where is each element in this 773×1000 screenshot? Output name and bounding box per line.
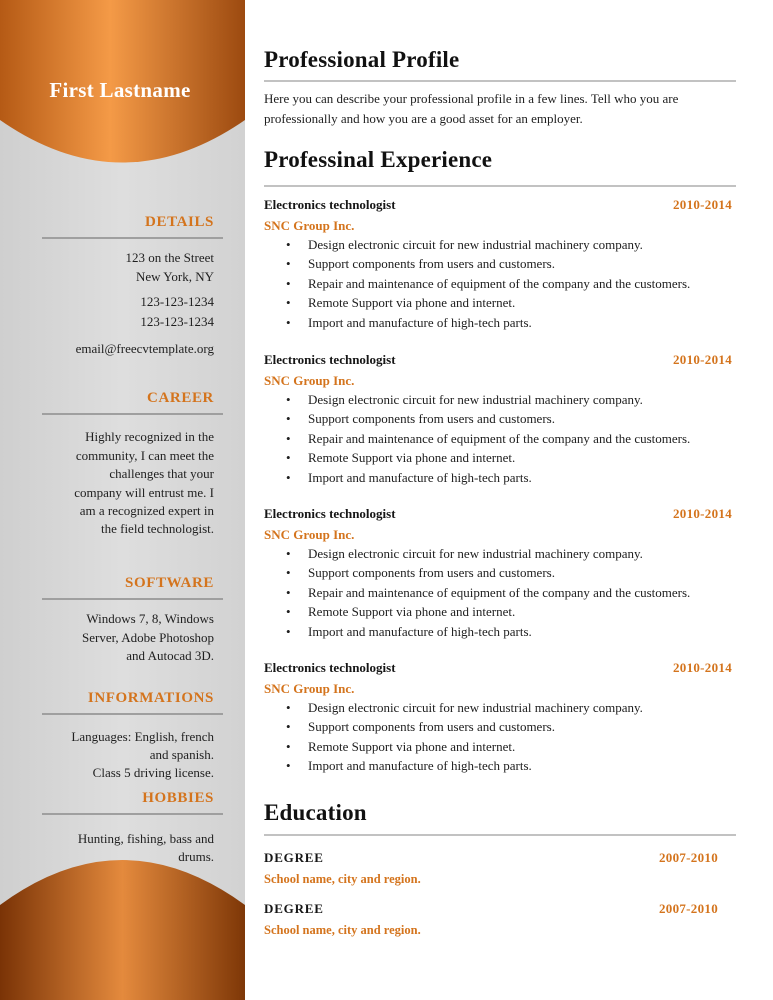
sidebar: [0, 0, 245, 1000]
career-line: am a recognized expert in: [79, 503, 214, 518]
list-item: • Support components from users and customers.: [264, 254, 732, 273]
list-item: • Repair and maintenance of equipment of the company and the customers.: [264, 429, 732, 448]
address-line-1: 123 on the Street: [125, 250, 214, 265]
career-heading: CAREER: [147, 390, 214, 406]
edu-degree: DEGREE: [264, 850, 324, 865]
bullet-icon: •: [286, 565, 291, 581]
hobbies-line: drums.: [178, 849, 214, 864]
details-divider: [42, 237, 223, 239]
experience-title: Professinal Experience: [264, 147, 493, 172]
bullet-icon: •: [286, 430, 291, 446]
career-line: community, I can meet the: [75, 448, 214, 463]
bullet-icon: •: [286, 450, 291, 466]
list-item: • Import and manufacture of high-tech parts.: [264, 313, 732, 332]
edu-date: 2007-2010: [658, 850, 718, 865]
software-heading: SOFTWARE: [125, 575, 214, 591]
list-item: • Remote Support via phone and internet.: [264, 448, 732, 467]
job-date: 2010-2014: [672, 506, 732, 521]
list-item: • Import and manufacture of high-tech parts.: [264, 468, 732, 487]
hobbies-heading: HOBBIES: [142, 790, 214, 806]
job-title: Electronics technologist: [264, 660, 396, 675]
job-company: SNC Group Inc.: [264, 373, 355, 388]
job-company: SNC Group Inc.: [264, 218, 355, 233]
job-title: Electronics technologist: [264, 506, 396, 521]
job-duties: [264, 698, 732, 776]
bullet-icon: •: [286, 295, 291, 311]
job-duties: [264, 544, 732, 641]
career-line: Highly recognized in the: [85, 429, 214, 444]
job-entry: [264, 506, 732, 641]
list-item: • Design electronic circuit for new industrial machinery company.: [264, 698, 732, 717]
edu-degree: DEGREE: [264, 901, 324, 916]
bullet-icon: •: [286, 604, 291, 620]
bullet-icon: •: [286, 584, 291, 600]
candidate-name: First Lastname: [49, 78, 191, 102]
list-item: • Support components from users and customers.: [264, 563, 732, 582]
edu-date: 2007-2010: [658, 901, 718, 916]
list-item: • Support components from users and customers.: [264, 717, 732, 736]
experience-divider: [264, 185, 736, 187]
list-item: • Import and manufacture of high-tech parts.: [264, 756, 732, 775]
profile-title: Professional Profile: [264, 47, 460, 72]
list-item: • Repair and maintenance of equipment of the company and the customers.: [264, 583, 732, 602]
list-item: • Design electronic circuit for new industrial machinery company.: [264, 390, 732, 409]
job-company: SNC Group Inc.: [264, 681, 355, 696]
job-company: SNC Group Inc.: [264, 527, 355, 542]
list-item: • Remote Support via phone and internet.: [264, 293, 732, 312]
bullet-icon: •: [286, 738, 291, 754]
phone-1: 123-123-1234: [140, 294, 214, 309]
informations-line: and spanish.: [149, 747, 214, 762]
address-line-2: New York, NY: [135, 269, 214, 284]
bullet-icon: •: [286, 275, 291, 291]
bullet-icon: •: [286, 314, 291, 330]
software-line: Windows 7, 8, Windows: [86, 611, 214, 626]
informations-line: Class 5 driving license.: [92, 765, 214, 780]
informations-divider: [42, 713, 223, 715]
job-date: 2010-2014: [672, 352, 732, 367]
bullet-icon: •: [286, 719, 291, 735]
informations-line: Languages: English, french: [71, 729, 214, 744]
bullet-icon: •: [286, 256, 291, 272]
email[interactable]: email@freecvtemplate.org: [75, 341, 214, 356]
bullet-icon: •: [286, 623, 291, 639]
bullet-icon: •: [286, 392, 291, 407]
education-entry: [264, 850, 718, 889]
career-divider: [42, 413, 223, 415]
career-line: the field technologist.: [100, 521, 214, 536]
list-item: • Repair and maintenance of equipment of the company and the customers.: [264, 274, 732, 293]
career-line: challenges that your: [109, 466, 214, 481]
job-title: Electronics technologist: [264, 197, 396, 212]
education-divider: [264, 834, 736, 836]
software-line: Server, Adobe Photoshop: [82, 630, 214, 645]
software-line: and Autocad 3D.: [126, 648, 214, 663]
job-duties: [264, 235, 732, 332]
job-title: Electronics technologist: [264, 352, 396, 367]
list-item: • Design electronic circuit for new industrial machinery company.: [264, 544, 732, 563]
phone-2: 123-123-1234: [140, 314, 214, 329]
job-entry: [264, 660, 732, 776]
software-divider: [42, 598, 223, 600]
bullet-icon: •: [286, 237, 291, 252]
list-item: • Remote Support via phone and internet.: [264, 602, 732, 621]
job-entry: [264, 197, 732, 332]
bullet-icon: •: [286, 758, 291, 774]
informations-heading: INFORMATIONS: [87, 690, 214, 706]
list-item: • Design electronic circuit for new industrial machinery company.: [264, 235, 732, 254]
bullet-icon: •: [286, 700, 291, 715]
bullet-icon: •: [286, 411, 291, 427]
list-item: • Remote Support via phone and internet.: [264, 737, 732, 756]
bullet-icon: •: [286, 546, 291, 561]
profile-divider: [264, 80, 736, 82]
education-title: Education: [264, 800, 367, 825]
list-item: • Support components from users and customers.: [264, 409, 732, 428]
education-entry: [264, 901, 718, 940]
hobbies-divider: [42, 813, 223, 815]
job-date: 2010-2014: [672, 197, 732, 212]
hobbies-line: Hunting, fishing, bass and: [77, 831, 214, 846]
list-item: • Import and manufacture of high-tech parts.: [264, 622, 732, 641]
profile-text: Here you can describe your professional profile in a few lines. Tell who you are professionally and how you are a good asset for an employer.: [264, 91, 679, 126]
job-entry: [264, 352, 732, 487]
job-date: 2010-2014: [672, 660, 732, 675]
edu-school: School name, city and region.: [264, 923, 421, 937]
bullet-icon: •: [286, 469, 291, 485]
job-duties: [264, 390, 732, 487]
career-line: company will entrust me. I: [74, 485, 214, 500]
edu-school: School name, city and region.: [264, 872, 421, 886]
details-heading: DETAILS: [145, 214, 214, 230]
